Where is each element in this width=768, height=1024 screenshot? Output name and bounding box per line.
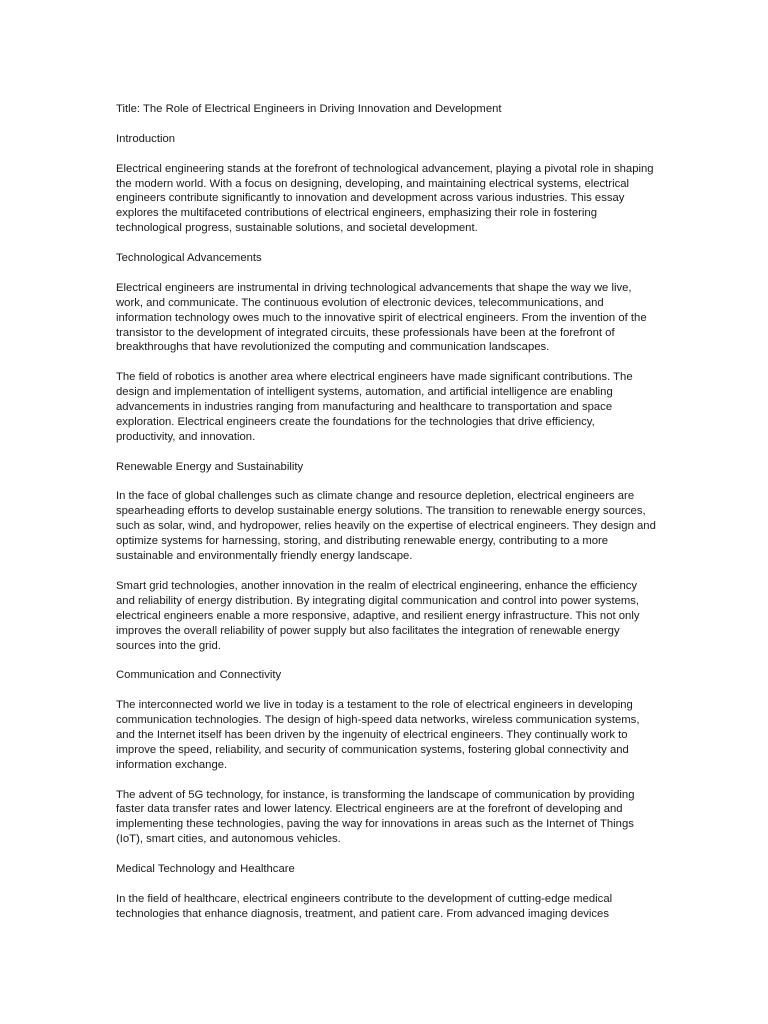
section-heading-communication: Communication and Connectivity	[116, 669, 282, 682]
paragraph: Electrical engineering stands at the forefront of technological advancement, playing a pivotal role in shaping the modern world. With a focus on designing, developing, and maintaining electrical systems, electrical engineers contribute significantly to innovation and development across various industries. This essay explores the multifaceted contributions of electrical engineers, emphasizing their role in fostering technological progress, sustainable solutions, and societal development.	[116, 162, 654, 235]
document-title: Title: The Role of Electrical Engineers in Driving Innovation and Development	[116, 103, 502, 115]
paragraph: In the field of healthcare, electrical engineers contribute to the development of cutting-edge medical technologies that enhance diagnosis, treatment, and patient care. From advanced imaging devices	[116, 892, 613, 920]
paragraph: Smart grid technologies, another innovation in the realm of electrical engineering, enhance the efficiency and reliability of energy distribution. By integrating digital communication and control into power systems, electrical engineers enable a more responsive, adaptive, and resilient energy infrastructure. This not only improves the overall reliability of power supply but also facilitates the integration of renewable energy sources into the grid.	[116, 579, 640, 652]
section-heading-introduction: Introduction	[116, 132, 176, 145]
paragraph: Electrical engineers are instrumental in driving technological advancements that shape the way we live, work, and communicate. The continuous evolution of electronic devices, telecommunications, and information technology owes much to the innovative spirit of electrical engineers. From the invention of the transistor to the development of integrated circuits, these professionals have been at the forefront of breakthroughs that have revolutionized the computing and communication landscapes.	[116, 281, 647, 354]
paragraph: The advent of 5G technology, for instance, is transforming the landscape of communication by providing faster data transfer rates and lower latency. Electrical engineers are at the forefront of developing and implementing these technologies, paving the way for innovations in areas such as the Internet of Things (IoT), smart cities, and autonomous vehicles.	[116, 788, 635, 846]
document-body	[116, 102, 656, 937]
section-heading-technological-advancements: Technological Advancements	[116, 252, 262, 265]
paragraph: The field of robotics is another area where electrical engineers have made significant contributions. The design and implementation of intelligent systems, automation, and artificial intelligence are enabling advancements in industries ranging from manufacturing and healthcare to transportation and space exploration. Electrical engineers create the foundations for the technologies that drive efficiency, productivity, and innovation.	[116, 371, 633, 443]
section-heading-medical-technology: Medical Technology and Healthcare	[116, 863, 295, 876]
paragraph: In the face of global challenges such as climate change and resource depletion, electrical engineers are spearheading efforts to develop sustainable energy solutions. The transition to renewable energy sources, such as solar, wind, and hydropower, relies heavily on the expertise of electrical engineers. They design and optimize systems for harnessing, storing, and distributing renewable energy, contributing to a more sustainable and environmentally friendly energy landscape.	[116, 490, 656, 563]
paragraph: The interconnected world we live in today is a testament to the role of electrical engineers in developing communication technologies. The design of high-speed data networks, wireless communication systems, and the Internet itself has been driven by the ingenuity of electrical engineers. They continually work to improve the speed, reliability, and security of communication systems, fostering global connectivity and information exchange.	[116, 699, 640, 771]
section-heading-renewable-energy: Renewable Energy and Sustainability	[116, 460, 304, 473]
